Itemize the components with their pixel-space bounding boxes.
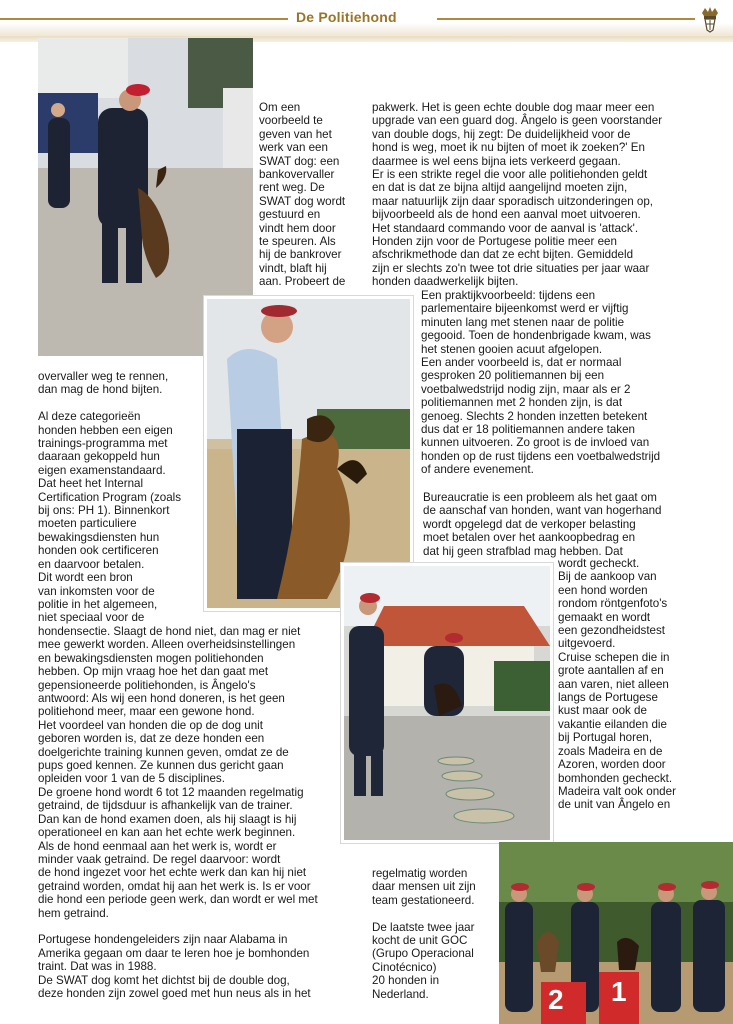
- text-col1-mid: overvaller weg te rennen, dan mag de hond bijten. Al deze categorieën honden hebben een eigen trainings-programma met daaraan gekoppeld hun eigen examenstandaard. Dat heet het Internal Certification Program (zoals bij ons: PH 1). Binnenkort moeten particuliere bewakingsdiensten hun honden ook certificeren en daarvoor betalen. Dit wordt een bron van inkomsten voor de politie in het algemeen, niet speciaal voor de: [38, 370, 182, 625]
- text-col2-mid: Een praktijkvoorbeeld: tijdens een parlementaire bijeenkomst werd er vijftig minuten lang met stenen naar de politie gegooid. Toen de hondenbrigade kwam, was het stenen gooien acuut afgelopen. Een ander voorbeeld is, dat er normaal gesproken 20 politiemannen bij een voetbalwedstrijd nodig zijn, maar als er 2 politiemannen met 2 honden zijn, is dat genoeg. Slechts 2 honden inzetten betekent dus dat er 18 politiemannen andere taken kunnen uitvoeren. Zo groot is de invloed van honden op de rust tijdens een voetbalwedstrijd of andere evenement.: [421, 289, 661, 477]
- photo-dog-handler-demonstration: [341, 563, 553, 843]
- photo-officers-with-dogs-podium: [499, 842, 733, 1024]
- podium-number-first: 1: [611, 976, 627, 1007]
- text-col1-top: Om een voorbeeld te geven van het werk van een SWAT dog: een bankovervaller rent weg. De SWAT dog wordt gestuurd en vindt hem door te speuren. Als hij de bankrover vindt, blaft hij aan. Probeert de: [259, 101, 346, 289]
- text-col2-narrow: wordt gecheckt. Bij de aankoop van een hond worden rondom röntgenfoto's gemaakt en wordt een gezondheidstest uitgevoerd. Cruise schepen die in grote aantallen af en aan varen, niet alleen langs de Portugese kust maar ook de vakantie eilanden die bij Portugal horen, zoals Madeira en de Azoren, worden door bomhonden gecheckt. Madeira valt ook onder de unit van Ângelo en: [558, 557, 676, 812]
- crown-emblem-icon: [699, 5, 721, 33]
- podium-number-second: 2: [548, 984, 564, 1015]
- text-col2-bottom: regelmatig worden daar mensen uit zijn team gestationeerd. De laatste twee jaar kocht de unit GOC (Grupo Operacional Cinotécnico) 20 honden in Nederland.: [372, 867, 476, 1001]
- text-col2-top: pakwerk. Het is geen echte double dog maar meer een upgrade van een guard dog. Ângelo is geen voorstander van double dogs, hij zegt: De duidelijkheid voor de hond is weg, moet ik nu bijten of moet ik zoeken?' En daarmee is wel eens bijna iets verkeerd gegaan. Er is een strikte regel die voor alle politiehonden geldt en dat is dat ze bijna altijd aangelijnd moeten zijn, maar natuurlijk zijn daar sporadisch uitzonderingen op, bijvoorbeeld als de hond een aanval moet uitvoeren. Het standaard commando voor de aanval is 'attack'. Honden zijn voor de Portugese politie meer een afschrikmethode dan dat ze echt bijten. Gemiddeld zijn er slechts zo'n twee tot drie situaties per jaar waar honden daadwerkelijk bijten.: [372, 101, 663, 289]
- page-title: De Politiehond: [296, 9, 397, 25]
- header-rule-left: [0, 18, 288, 20]
- text-col2-bureaucratie: Bureaucratie is een probleem als het gaat om de aanschaf van honden, want van hogerhand wordt opgelegd dat de verkoper belasting moet betalen over het aankoopbedrag en dat hij geen strafblad mag hebben. Dat: [423, 491, 662, 558]
- page-header: [0, 0, 733, 38]
- header-rule-right: [437, 18, 695, 20]
- text-col1-bottom: hondensectie. Slaagt de hond niet, dan mag er niet mee gewerkt worden. Alleen overheidsinstellingen en bewakingsdiensten mogen politiehonden hebben. Op mijn vraag hoe het dan gaat met gepensioneerde politiehonden, is Ângelo's antwoord: Als wij een hond doneren, is het geen politiehond meer, maar een gewone hond. Het voordeel van honden die op de dog unit geboren worden is, dat ze deze honden een doelgerichte training kunnen geven, omdat ze de pups goed kennen. Ze kunnen dus gericht gaan opleiden voor 1 van de 5 disciplines. De groene hond wordt 6 tot 12 maanden regelmatig getraind, de tijdsduur is afhankelijk van de trainer. Dan kan de hond examen doen, als hij slaagt is hij operationeel en kan aan het echte werk beginnen. Als de hond eenmaal aan het werk is, wordt er minder vaak getraind. De regel daarvoor: wordt de hond ingezet voor het echte werk dan kan hij niet getraind worden, omdat hij aan het werk is. Is er voor die hond een periode geen werk, dan wordt er wel met hem getraind. Portugese hondengeleiders zijn naar Alabama in Amerika gegaan om daar te leren hoe je bomhonden traint. Dat was in 1988. De SWAT dog komt het dichtst bij de double dog, deze honden zijn zowel goed met hun neus als in het: [38, 625, 318, 1000]
